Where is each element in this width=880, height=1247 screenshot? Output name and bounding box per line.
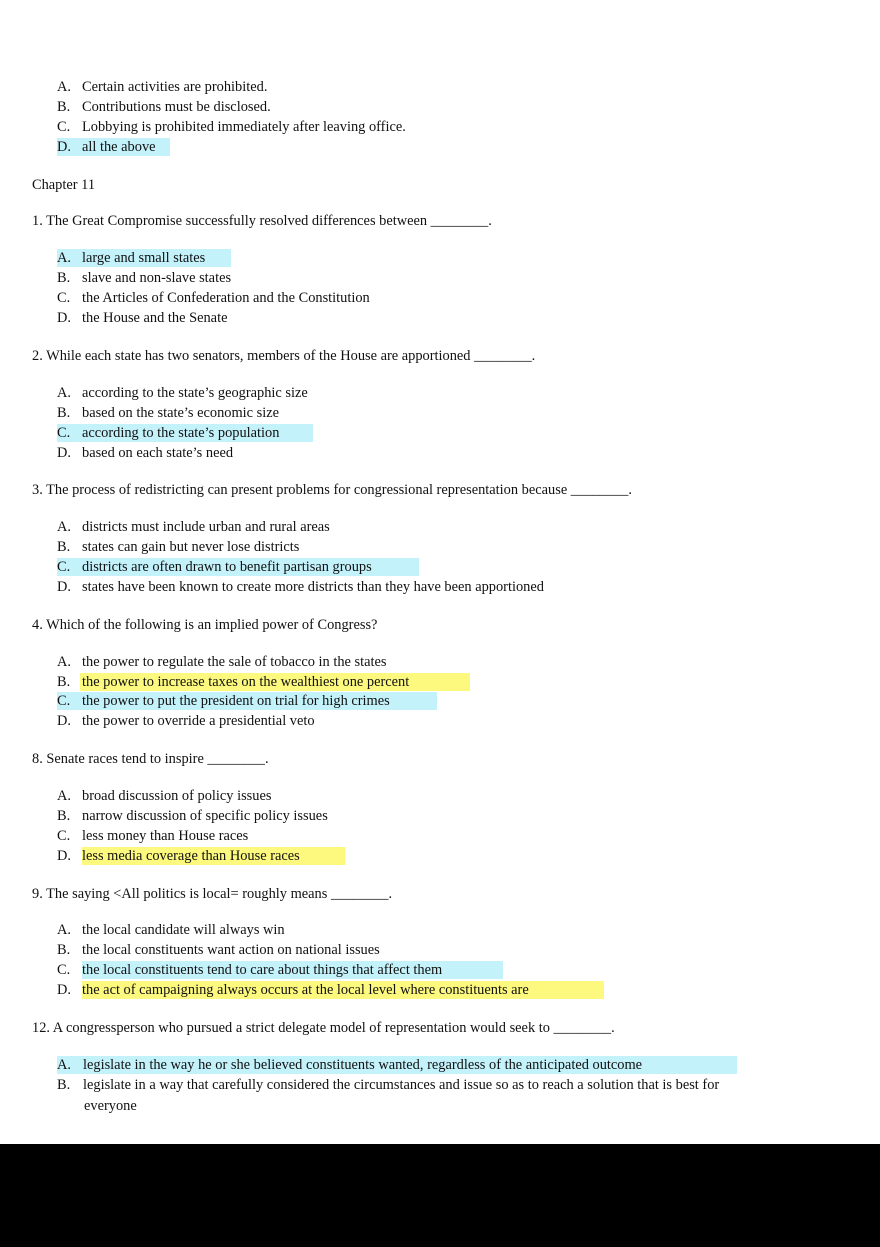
question-prompt: 4. Which of the following is an implied power of Congress?: [32, 617, 378, 633]
option-text: Contributions must be disclosed.: [82, 99, 271, 115]
option-text: the Articles of Confederation and the Constitution: [82, 290, 370, 306]
option-letter: D.: [57, 848, 71, 864]
option-letter: B.: [57, 99, 71, 115]
option-text: according to the state’s geographic size: [82, 385, 308, 401]
option-letter: C.: [57, 693, 71, 709]
option-text: legislate in a way that carefully considered the circumstances and issue so as to reach a solution that is best for: [83, 1077, 720, 1093]
option-letter: C.: [57, 962, 71, 978]
option-text: states can gain but never lose districts: [82, 539, 300, 555]
option-text: the local constituents tend to care about things that affect them: [82, 962, 443, 978]
option-text: broad discussion of policy issues: [82, 788, 272, 804]
option-text: legislate in the way he or she believed constituents wanted, regardless of the anticipated outcome: [83, 1057, 643, 1073]
option-letter: D.: [57, 445, 71, 461]
option-letter: D.: [57, 579, 71, 595]
option-text: the power to increase taxes on the wealthiest one percent: [82, 674, 410, 690]
option-letter: B.: [57, 539, 71, 555]
option-letter: B.: [57, 405, 71, 421]
option-letter: B.: [57, 1077, 71, 1093]
option-letter: A.: [57, 79, 71, 95]
option-text: the local candidate will always win: [82, 922, 285, 938]
option-letter: A.: [57, 1057, 71, 1073]
option-letter: A.: [57, 519, 71, 535]
chapter-heading: Chapter 11: [32, 177, 96, 193]
question-prompt: 3. The process of redistricting can present problems for congressional representation because ________.: [32, 482, 632, 498]
option-text: all the above: [82, 139, 156, 155]
option-text: the local constituents want action on national issues: [82, 942, 380, 958]
option-letter: D.: [57, 982, 71, 998]
option-text: large and small states: [82, 250, 206, 266]
option-text: districts are often drawn to benefit partisan groups: [82, 559, 372, 575]
option-text: less money than House races: [82, 828, 249, 844]
option-text: the act of campaigning always occurs at the local level where constituents are: [82, 982, 529, 998]
question-prompt: 8. Senate races tend to inspire ________.: [32, 751, 269, 767]
option-letter: C.: [57, 425, 71, 441]
option-letter: A.: [57, 922, 71, 938]
question-prompt: 2. While each state has two senators, members of the House are apportioned ________.: [32, 348, 536, 364]
option-letter: B.: [57, 270, 71, 286]
option-letter: C.: [57, 559, 71, 575]
option-text: according to the state’s population: [82, 425, 280, 441]
option-letter: C.: [57, 119, 71, 135]
option-text: based on the state’s economic size: [82, 405, 280, 421]
option-text: districts must include urban and rural areas: [82, 519, 330, 535]
option-letter: D.: [57, 310, 71, 326]
option-letter: D.: [57, 139, 71, 155]
option-letter: A.: [57, 788, 71, 804]
option-text: the power to regulate the sale of tobacco in the states: [82, 654, 387, 670]
option-text: based on each state’s need: [82, 445, 234, 461]
option-letter: A.: [57, 654, 71, 670]
option-text: less media coverage than House races: [82, 848, 300, 864]
option-letter: A.: [57, 385, 71, 401]
option-text: narrow discussion of specific policy issues: [82, 808, 328, 824]
option-letter: B.: [57, 942, 71, 958]
option-letter: B.: [57, 674, 71, 690]
option-text: slave and non-slave states: [82, 270, 232, 286]
question-prompt: 9. The saying <All politics is local= roughly means ________.: [32, 886, 393, 902]
option-letter: B.: [57, 808, 71, 824]
option-text: states have been known to create more districts than they have been apportioned: [82, 579, 544, 595]
option-text: the House and the Senate: [82, 310, 228, 326]
option-text: Certain activities are prohibited.: [82, 79, 268, 95]
option-text: the power to override a presidential veto: [82, 713, 315, 729]
option-letter: C.: [57, 290, 71, 306]
option-letter: D.: [57, 713, 71, 729]
option-letter: C.: [57, 828, 71, 844]
question-prompt: 12. A congressperson who pursued a strict delegate model of representation would seek to ________.: [32, 1020, 615, 1036]
footer-black-bar: [0, 1144, 880, 1247]
option-text-continuation: everyone: [84, 1098, 137, 1114]
question-prompt: 1. The Great Compromise successfully resolved differences between ________.: [32, 213, 492, 229]
option-text: Lobbying is prohibited immediately after leaving office.: [82, 119, 406, 135]
option-letter: A.: [57, 250, 71, 266]
option-text: the power to put the president on trial for high crimes: [82, 693, 390, 709]
